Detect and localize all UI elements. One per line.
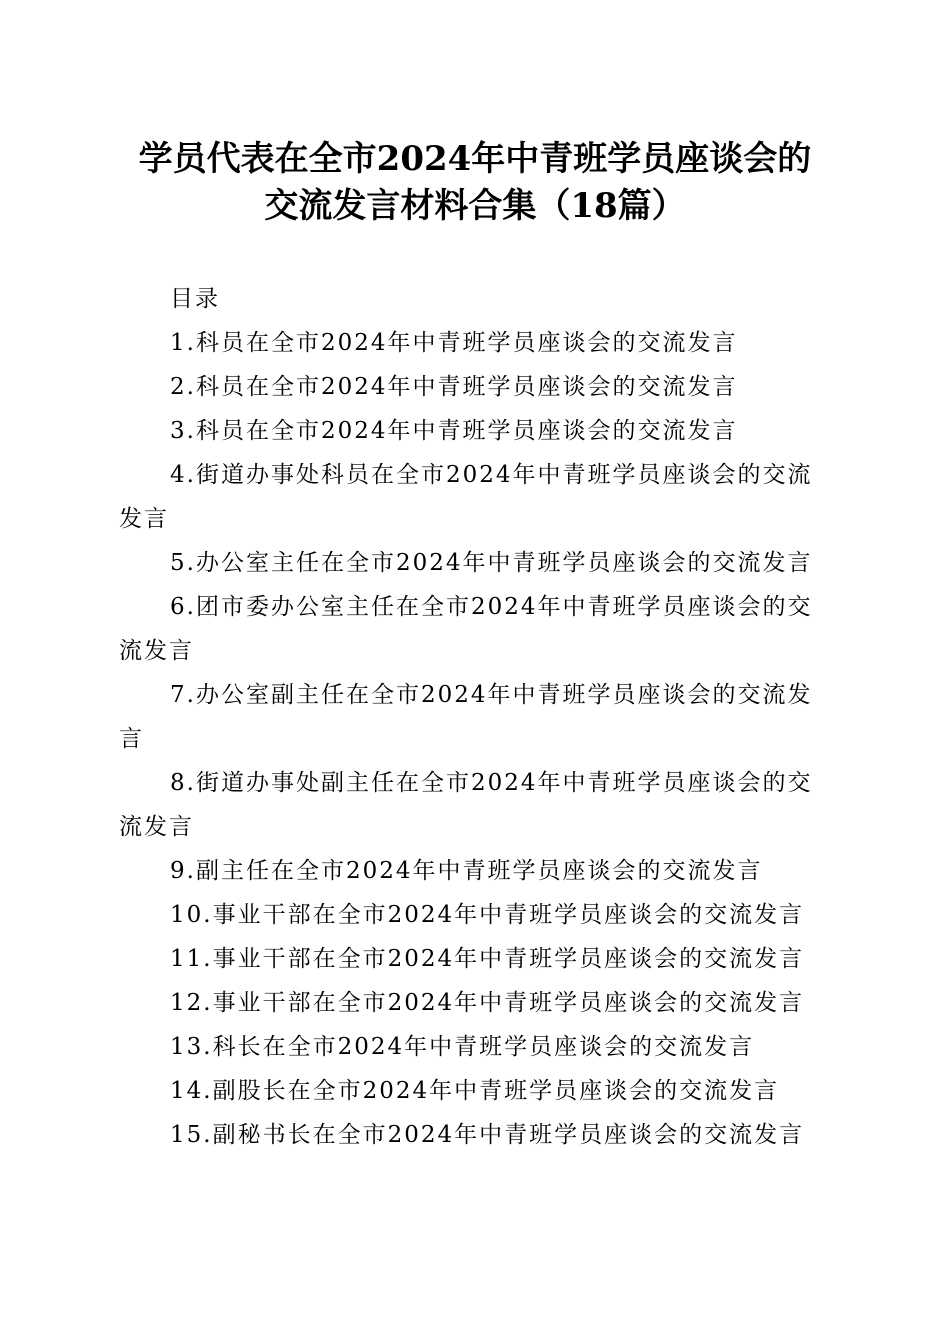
toc-item-9: 9.副主任在全市2024年中青班学员座谈会的交流发言: [170, 858, 763, 884]
document-title: [95, 136, 855, 230]
toc-item-14: 14.副股长在全市2024年中青班学员座谈会的交流发言: [170, 1078, 780, 1104]
toc-item-13: 13.科长在全市2024年中青班学员座谈会的交流发言: [170, 1034, 755, 1060]
toc-item-12: 12.事业干部在全市2024年中青班学员座谈会的交流发言: [170, 990, 805, 1016]
toc-item-2: 2.科员在全市2024年中青班学员座谈会的交流发言: [170, 374, 738, 400]
toc-item-4: 4.街道办事处科员在全市2024年中青班学员座谈会的交流发言: [119, 462, 813, 532]
toc-item-7: 7.办公室副主任在全市2024年中青班学员座谈会的交流发言: [119, 682, 813, 752]
toc-item-3: 3.科员在全市2024年中青班学员座谈会的交流发言: [170, 418, 738, 444]
toc-heading: 目录: [170, 286, 220, 312]
toc-item-5: 5.办公室主任在全市2024年中青班学员座谈会的交流发言: [170, 550, 813, 576]
title-line-1: 学员代表在全市2024年中青班学员座谈会的: [138, 139, 812, 179]
toc-item-15: 15.副秘书长在全市2024年中青班学员座谈会的交流发言: [170, 1122, 805, 1148]
table-of-contents: [119, 277, 829, 1157]
toc-item-1: 1.科员在全市2024年中青班学员座谈会的交流发言: [170, 330, 738, 356]
toc-item-10: 10.事业干部在全市2024年中青班学员座谈会的交流发言: [170, 902, 805, 928]
toc-list: [119, 321, 829, 1157]
title-line-2: 交流发言材料合集（18篇）: [264, 186, 686, 226]
toc-item-11: 11.事业干部在全市2024年中青班学员座谈会的交流发言: [170, 946, 805, 972]
toc-item-6: 6.团市委办公室主任在全市2024年中青班学员座谈会的交流发言: [119, 594, 813, 664]
toc-item-8: 8.街道办事处副主任在全市2024年中青班学员座谈会的交流发言: [119, 770, 813, 840]
